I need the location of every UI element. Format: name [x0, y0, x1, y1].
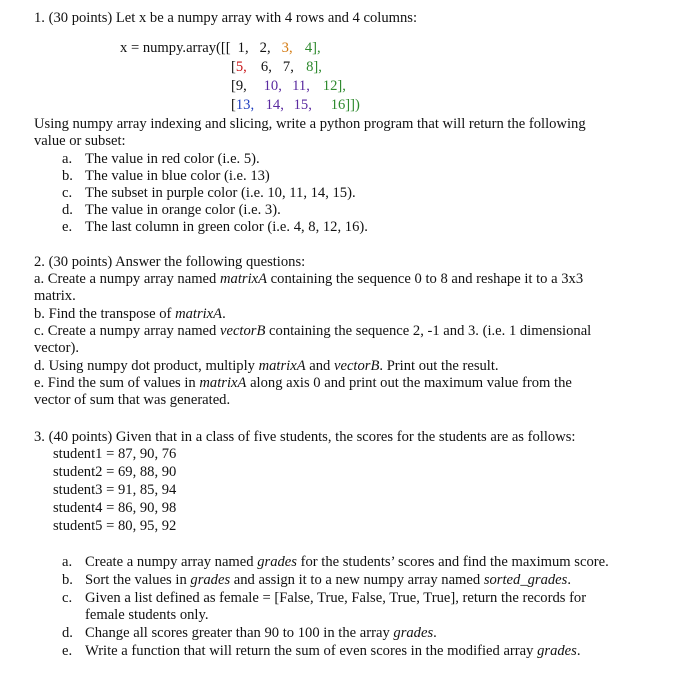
q2-item-c-line-2: vector). — [34, 340, 79, 356]
array-cell: 2, — [259, 40, 271, 56]
q1-title: 1. (30 points) Let x be a numpy array with 4 rows and 4 columns: — [34, 10, 418, 26]
q3-item-a-label: a. — [62, 554, 73, 570]
q3-item-c-text-1: Given a list defined as female = [False, True, False, True, True], return the records for — [85, 590, 587, 606]
q1-intro-line-2: value or subset: — [34, 133, 126, 149]
q2-e-var: matrixA — [199, 375, 247, 391]
array-cell-green: 12], — [322, 78, 346, 94]
array-cell-green: 4], — [304, 40, 321, 56]
q3-student-4: student4 = 86, 90, 98 — [53, 500, 177, 516]
q1-item-d-text: The value in orange color (i.e. 3). — [85, 202, 281, 218]
q3-title: 3. (40 points) Given that in a class of five students, the scores for the students are as follows: — [34, 429, 576, 445]
q3-student-2: student2 = 69, 88, 90 — [53, 464, 177, 480]
q3-d-pre: Change all scores greater than 90 to 100 in the array — [85, 625, 394, 641]
array-cell-purple: 10, — [263, 78, 282, 94]
q1-array-prefix: x = numpy.array([[ — [120, 40, 231, 56]
q3-e-var: grades — [537, 643, 577, 659]
q1-array-row-1 — [120, 40, 321, 57]
row-open-bracket: [ — [231, 78, 236, 94]
q3-item-e-text — [85, 643, 580, 660]
q3-item-e-label: e. — [62, 643, 73, 659]
q3-item-d-text — [85, 625, 437, 642]
q1-item-b-label: b. — [62, 168, 73, 184]
q3-b-post: . — [567, 572, 571, 588]
q3-item-c-label: c. — [62, 590, 73, 606]
q2-a-post: containing the sequence 0 to 8 and reshape it to a 3x3 — [267, 271, 584, 287]
q3-item-a-text — [85, 554, 609, 571]
q3-item-b-text — [85, 572, 571, 589]
q2-item-e-line-1 — [34, 375, 572, 392]
q2-d-pre: d. Using numpy dot product, multiply — [34, 358, 259, 374]
array-cell-purple: 14, — [265, 97, 284, 113]
array-cell-green: 16]]) — [330, 97, 360, 113]
q2-item-a-line-2: matrix. — [34, 288, 76, 304]
q1-item-b-text: The value in blue color (i.e. 13) — [85, 168, 270, 184]
q1-array-row-3 — [231, 78, 346, 95]
array-cell: 7, — [282, 59, 294, 75]
q2-item-c-line-1 — [34, 323, 591, 340]
row-open-bracket: [ — [231, 59, 236, 75]
q3-a-pre: Create a numpy array named — [85, 554, 258, 570]
array-cell-purple: 15, — [293, 97, 312, 113]
q2-item-a-line-1 — [34, 271, 583, 288]
q3-student-1: student1 = 87, 90, 76 — [53, 446, 177, 462]
q3-item-d-label: d. — [62, 625, 73, 641]
q1-item-e-label: e. — [62, 219, 73, 235]
q3-item-c-text-2: female students only. — [85, 607, 209, 623]
array-cell: 1, — [237, 40, 249, 56]
q2-b-pre: b. Find the transpose of — [34, 306, 176, 322]
q2-c-pre: c. Create a numpy array named — [34, 323, 220, 339]
q3-b-mid: and assign it to a new numpy array named — [230, 572, 484, 588]
q2-item-d — [34, 358, 499, 375]
array-cell-red: 5, — [235, 59, 247, 75]
q1-array-row-2 — [231, 59, 322, 76]
array-cell-blue: 13, — [235, 97, 255, 113]
q3-a-post: for the students’ scores and find the maximum score. — [296, 554, 609, 570]
array-cell-purple: 11, — [292, 78, 310, 94]
q2-c-post: containing the sequence 2, -1 and 3. (i.e. 1 dimensional — [265, 323, 592, 339]
q3-student-3: student3 = 91, 85, 94 — [53, 482, 177, 498]
array-cell: 9, — [235, 78, 247, 94]
q2-a-var: matrixA — [220, 271, 268, 287]
q2-d-var-2: vectorB — [334, 358, 380, 374]
q2-d-var-1: matrixA — [258, 358, 306, 374]
q2-b-post: . — [222, 306, 226, 322]
row-open-bracket: [ — [231, 97, 236, 113]
array-cell: 6, — [260, 59, 272, 75]
q2-b-var: matrixA — [175, 306, 223, 322]
q3-b-var-2: sorted_grades — [483, 572, 568, 588]
q1-item-a-text: The value in red color (i.e. 5). — [85, 151, 260, 167]
array-cell-green: 8], — [306, 59, 322, 75]
q3-b-pre: Sort the values in — [85, 572, 191, 588]
q3-e-post: . — [576, 643, 581, 659]
q1-item-c-text: The subset in purple color (i.e. 10, 11, 14, 15). — [85, 185, 356, 201]
q2-d-post: . Print out the result. — [379, 358, 499, 374]
q1-intro-line-1: Using numpy array indexing and slicing, write a python program that will return the following — [34, 116, 586, 132]
q1-item-e-text: The last column in green color (i.e. 4, 8, 12, 16). — [85, 219, 368, 235]
q1-item-c-label: c. — [62, 185, 73, 201]
array-cell-orange: 3, — [281, 40, 293, 56]
q2-d-mid: and — [305, 358, 334, 374]
q2-c-var: vectorB — [220, 323, 266, 339]
q3-d-var: grades — [393, 625, 434, 641]
q2-item-e-line-2: vector of sum that was generated. — [34, 392, 231, 408]
q1-array-row-4 — [231, 97, 360, 114]
q3-a-var: grades — [257, 554, 297, 570]
q3-e-pre: Write a function that will return the sum of even scores in the modified array — [85, 643, 538, 659]
q3-b-var-1: grades — [190, 572, 231, 588]
q2-item-b — [34, 306, 226, 323]
q3-d-post: . — [433, 625, 437, 641]
q3-student-5: student5 = 80, 95, 92 — [53, 518, 177, 534]
q1-item-a-label: a. — [62, 151, 73, 167]
q2-a-pre: a. Create a numpy array named — [34, 271, 220, 287]
q2-e-pre: e. Find the sum of values in — [34, 375, 200, 391]
q1-item-d-label: d. — [62, 202, 73, 218]
q2-e-post: along axis 0 and print out the maximum value from the — [246, 375, 572, 391]
q3-item-b-label: b. — [62, 572, 73, 588]
q2-title: 2. (30 points) Answer the following questions: — [34, 254, 306, 270]
